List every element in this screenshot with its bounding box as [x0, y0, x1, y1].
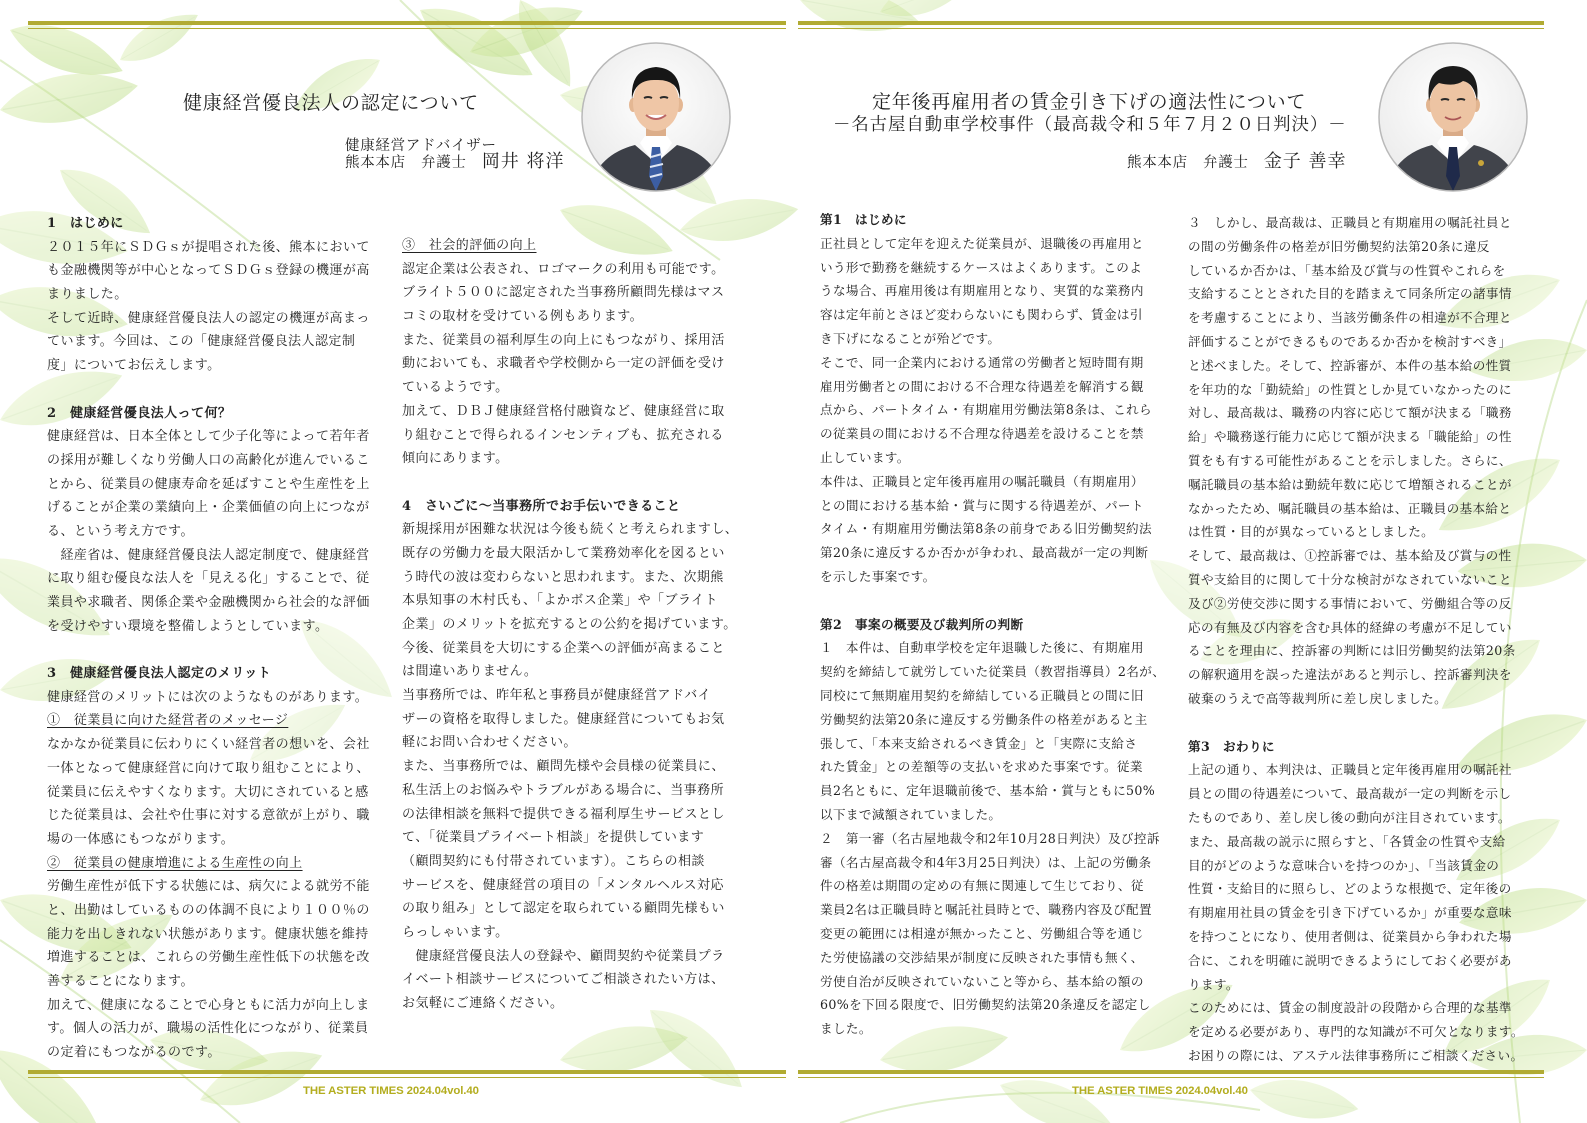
left-article-column-1	[47, 212, 370, 1065]
text-line: また、最高裁の説示に照らすと、「各賃金の性質や支給	[1188, 833, 1506, 849]
text-line: 業員2名は正職員時と嘱託社員時とで、職務内容及び配置	[820, 902, 1152, 918]
text-line: ２ 第一審（名古屋地裁令和2年10月28日判決）及び控訴	[820, 830, 1160, 846]
text-line: 審（名古屋高裁令和4年3月25日判決）は、上記の労働条	[820, 854, 1152, 870]
text-line: 性質・支給目的に照らし、どのような根拠で、定年後の	[1188, 881, 1512, 897]
left-article-column-2	[402, 234, 738, 1016]
right-bottom-rule-thick	[798, 1070, 1544, 1074]
text-line: 本県知事の木村氏も、「よかボス企業」や「ブライト	[402, 593, 718, 609]
text-line: 本件は、正職員と定年後再雇用の嘱託職員（有期雇用）	[820, 473, 1144, 489]
section-heading: 3 健康経営優良法人認定のメリット	[47, 666, 272, 682]
text-line: と述べました。そして、控訴審が、本件の基本給の性質	[1188, 357, 1512, 373]
text-line: （顧問契約にも付帯されています）。こちらの相談	[402, 853, 705, 869]
text-line: 質や支給目的に関して十分な検討がなされていないこと	[1188, 571, 1512, 587]
text-line: を定める必要があり、専門的な知識が不可欠となります。	[1188, 1024, 1524, 1040]
text-line: 合に、これを明確に説明できるようにしておく必要があ	[1188, 952, 1512, 968]
text-line: も金融機関等が中心となってＳＤＧｓ登録の機運が高	[47, 263, 370, 279]
text-line: 認定企業は公表され、ロゴマークの利用も可能です。	[402, 261, 725, 277]
left-bottom-rule-thick	[28, 1070, 786, 1074]
right-article-subtitle: －名古屋自動車学校事件（最高裁令和５年７月２０日判決）－	[833, 115, 1347, 135]
right-article-column-1	[820, 208, 1165, 1041]
text-line: 従業員に伝えやすくなります。大切にされていると感	[47, 784, 369, 800]
right-author-name: 金子 善幸	[1263, 151, 1347, 172]
text-line: 今後、従業員を大切にする企業への評価が高まること	[402, 640, 725, 656]
text-line: お困りの際には、アステル法律事務所にご相談ください。	[1188, 1047, 1524, 1063]
text-line: を持つことになり、使用者側は、従業員から争われた場	[1188, 928, 1512, 944]
text-line: 正社員として定年を迎えた従業員が、退職後の再雇用と	[820, 235, 1144, 251]
text-line: 私生活上のお悩みやトラブルがある場合に、当事務所	[402, 782, 725, 798]
section-heading: 第3 おわりに	[1188, 738, 1275, 754]
subsection-heading: ① 従業員に向けた経営者のメッセージ	[47, 713, 289, 729]
text-line: 有期雇用社員の賃金を引き下げているか」が重要な意味	[1188, 905, 1512, 921]
left-top-rule-thick	[28, 21, 786, 25]
text-line: コミの取材を受けている例もあります。	[402, 309, 644, 325]
text-line: ザーの資格を取得しました。健康経営についてもお気	[402, 711, 725, 727]
text-line: て、「従業員プライベート相談」を提供しています	[402, 830, 705, 846]
text-line: 員との間の待遇差について、最高裁が一定の判断を示し	[1188, 786, 1512, 802]
left-article-title: 健康経営優良法人の認定について	[183, 92, 479, 114]
text-line: の間の労働条件の格差が旧労働契約法第20条に違反	[1188, 238, 1490, 254]
text-line: 止しています。	[820, 449, 910, 465]
text-line: は性質・目的が異なっているとしました。	[1188, 524, 1435, 540]
text-line: イベート相談サービスについてご相談されたい方は、	[402, 972, 725, 988]
text-line: 支給することとされた目的を踏まえて同条所定の諸事情	[1188, 286, 1512, 302]
text-line: 当事務所では、昨年私と事務員が健康経営アドバイ	[402, 688, 712, 704]
text-line: 応の有無及び内容を含む具体的経緯の考慮が不足してい	[1188, 619, 1512, 635]
text-line: う時代の波は変わらないと思われます。また、次期熊	[402, 569, 724, 585]
text-line: しているか否かは、「基本給及び賞与の性質やこれらを	[1188, 262, 1506, 278]
text-line: 労働生産性が低下する状態には、病欠による就労不能	[47, 879, 370, 895]
text-line: 能力を出しきれない状態があります。健康状態を維持	[47, 926, 369, 942]
text-line: を考慮することにより、当該労働条件の相違が不合理と	[1188, 310, 1512, 326]
text-line: また、当事務所では、顧問先様や会員様の従業員に、	[402, 759, 725, 775]
text-line: タイム・有期雇用労働法第8条の前身である旧労働契約法	[820, 521, 1152, 537]
text-line: なかなか従業員に伝わりにくい経営者の想いを、会社	[47, 737, 370, 753]
text-line: ります。	[1188, 976, 1239, 992]
subsection-heading: ② 従業員の健康増進による生産性の向上	[47, 855, 303, 871]
left-author-line	[345, 153, 565, 172]
text-line: 企業」のメリットを拡充するとの公約を掲げています。	[402, 617, 737, 632]
section-heading: 1 はじめに	[47, 216, 124, 231]
text-line: た労使協議の交渉結果が制度に反映された事情も無く、	[820, 949, 1144, 965]
text-line: 動においても、求職者や学校側から一定の評価を受け	[402, 356, 725, 372]
text-line: 変更の範囲には相違が無かったこと、労働組合等を通じ	[820, 925, 1144, 941]
text-line: ています。今回は、この「健康経営優良法人認定制	[47, 334, 356, 350]
text-line: そして近時、健康経営優良法人の認定の機運が高まっ	[47, 310, 370, 326]
subsection-heading: ③ 社会的評価の向上	[402, 238, 537, 253]
text-line: 評価することができるものであるか否かを検討すべき」	[1188, 333, 1512, 349]
text-line: げることが企業の業績向上・企業価値の向上につなが	[47, 500, 370, 516]
text-line: り組むことで得られるインセンティブも、拡充される	[402, 427, 724, 443]
left-page-footer: THE ASTER TIMES 2024.04vol.40	[303, 1085, 479, 1097]
text-line: 張して、「本来支給されるべき賃金」と「実際に支給さ	[820, 735, 1138, 751]
text-line: 及び②労使交渉に関する事情において、労働組合等の反	[1188, 595, 1512, 611]
text-line: 度」についてお伝えします。	[47, 358, 221, 374]
right-article-column-2	[1188, 211, 1524, 1068]
text-line: 健康経営は、日本全体として少子化等によって若年者	[47, 429, 370, 445]
text-line: 健康経営優良法人の登録や、顧問契約や従業員プラ	[402, 948, 725, 964]
text-line: とから、従業員の健康寿命を延ばすことや生産性を上	[47, 476, 370, 492]
text-line: 既存の労働力を最大限活かして業務効率化を図るとい	[402, 545, 725, 561]
text-line: たものであり、差し戻し後の動向が注目されています。	[1188, 809, 1511, 825]
text-line: 軽にお問い合わせください。	[402, 735, 577, 751]
text-line: このためには、賃金の制度設計の段階から合理的な基準	[1188, 1000, 1512, 1016]
text-line: １ 本件は、自動車学校を定年退職した後に、有期雇用	[820, 640, 1144, 656]
text-line: 業員や求職者、関係企業や金融機関から社会的な評価	[47, 595, 370, 610]
right-author-photo	[1377, 41, 1529, 193]
section-heading: 第2 事案の概要及び裁判所の判断	[820, 616, 1024, 632]
right-bottom-rule-thin	[798, 1077, 1544, 1078]
right-article-title: 定年後再雇用者の賃金引き下げの適法性について	[872, 91, 1307, 113]
text-line: は間違いありません。	[402, 664, 538, 680]
leaf	[1247, 1072, 1362, 1123]
text-line: を示した事案です。	[820, 568, 936, 584]
text-line: 新規採用が困難な状況は今後も続くと考えられますし、	[402, 522, 739, 538]
text-line: 員2名ともに、定年退職前後で、基本給・賞与ともに50%	[820, 783, 1156, 799]
right-author-office: 熊本本店 弁護士	[1127, 155, 1264, 171]
text-line: との間における基本給・賞与に関する待遇差が、パート	[820, 497, 1144, 513]
text-line: サービスを、健康経営の項目の「メンタルヘルス対応	[402, 877, 724, 893]
text-line: 同校にて無期雇用契約を締結している正職員との間に旧	[820, 687, 1144, 703]
text-line: 労使自治が反映されていないこと等から、基本給の額の	[820, 973, 1144, 989]
left-bottom-rule-thin	[28, 1077, 786, 1078]
left-author-role: 健康経営アドバイザー	[345, 138, 497, 154]
text-line: 加えて、健康になることで心身ともに活力が向上しま	[47, 997, 370, 1013]
text-line: じた従業員は、会社や仕事に対する意欲が上がり、職	[47, 808, 370, 824]
text-line: ているようです。	[402, 380, 509, 396]
text-line: 容は定年前とさほど変わらないにも関わらず、賃金は引	[820, 307, 1143, 323]
text-line: す。個人の活力が、職場の活性化につながり、従業員	[47, 1021, 369, 1037]
text-line: 契約を締結して就労していた従業員（教習指導員）2名が、	[820, 664, 1166, 680]
text-line: そして、最高裁は、①控訴審では、基本給及び賞与の性	[1188, 548, 1512, 564]
text-line: 以下まで減額されていました。	[820, 806, 1002, 822]
text-line: ２０１５年にＳＤＧｓが提唱された後、熊本において	[47, 239, 370, 255]
text-line: の従業員の間における不合理な待遇差を設けることを禁	[820, 426, 1144, 442]
text-line: 60%を下回る限度で、旧労働契約法第20条違反を認定し	[820, 997, 1151, 1013]
left-author-photo	[580, 41, 732, 193]
text-line: の解釈適用を誤った違法があると判示し、控訴審判決を	[1188, 667, 1512, 683]
text-line: 対し、最高裁は、職務の内容に応じて額が決まる「職務	[1188, 405, 1512, 421]
text-line: 傾向にあります。	[402, 451, 509, 467]
text-line: 善することになります。	[47, 974, 194, 989]
text-line: 嘱託職員の基本給は勤続年数に応じて増額されることが	[1188, 476, 1512, 492]
text-line: を受けやすい環境を整備しようとしています。	[47, 618, 329, 634]
text-line: 件の格差は期間の定めの有無に関連して生じており、従	[820, 878, 1144, 894]
text-line: 第20条に違反するか否かが争われ、最高裁が一定の判断	[820, 545, 1149, 561]
text-line: の定着にもつながるのです。	[47, 1045, 221, 1061]
text-line: そこで、同一企業内における通常の労働者と短時間有期	[820, 354, 1144, 370]
text-line: 破棄のうえで高等裁判所に差し戻しました。	[1188, 690, 1448, 706]
text-line: 健康経営のメリットには次のようなものがあります。	[47, 689, 369, 705]
text-line: 給」や職務遂行能力に応じて額が決まる「職能給」の性	[1188, 429, 1512, 445]
text-line: お気軽にご連絡ください。	[402, 996, 564, 1011]
text-line: 場の一体感にもつながります。	[47, 831, 235, 847]
text-line: き下げになることが殆どです。	[820, 330, 1001, 346]
leaf	[113, 2, 206, 73]
section-heading: 4 さいごに～当事務所でお手伝いできること	[402, 498, 681, 514]
text-line: らっしゃいます。	[402, 924, 509, 940]
text-line: 質をも有する可能性があることを示しました。さらに、	[1188, 452, 1512, 468]
right-author-line	[1127, 153, 1347, 172]
text-line: なかったため、嘱託職員の基本給は、正職員の基本給と	[1188, 500, 1512, 516]
text-line: 加えて、ＤＢＪ健康経営格付融資など、健康経営に取	[402, 403, 725, 419]
text-line: ました。	[820, 1021, 872, 1037]
text-line: に取り組む優良な法人を「見える化」することで、従	[47, 571, 370, 587]
text-line: 経産省は、健康経営優良法人認定制度で、健康経営	[47, 547, 370, 563]
text-line: を年功的な「勤続給」の性質としか見ていなかったのに	[1188, 381, 1512, 397]
text-line: また、従業員の福利厚生の向上にもつながり、採用活	[402, 332, 725, 348]
text-line: 雇用労働者との間における不合理な待遇差を解消する観	[820, 378, 1144, 394]
text-line: る、という考え方です。	[47, 523, 194, 539]
text-line: 一体となって健康経営に向けて取り組むことにより、	[47, 760, 370, 776]
text-line: ブライト５００に認定された当事務所顧問先様はマス	[402, 285, 725, 301]
text-line: まりました。	[47, 287, 128, 303]
text-line: の採用が難しくなり労働人口の高齢化が進んでいるこ	[47, 452, 370, 468]
text-line: の法律相談を無料で提供できる福利厚生サービスとし	[402, 806, 725, 822]
text-line: 点から、パートタイム・有期雇用労働法第8条は、これら	[820, 402, 1152, 418]
left-top-rule-thin	[28, 28, 786, 29]
left-author-name: 岡井 将洋	[481, 151, 565, 172]
right-page-footer: THE ASTER TIMES 2024.04vol.40	[1072, 1085, 1248, 1097]
text-line: 労働契約法第20条に違反する労働条件の格差があると主	[820, 711, 1148, 727]
text-line: れた賃金」との差額等の支払いを求めた事案です。従業	[820, 759, 1143, 775]
text-line: 上記の通り、本判決は、正職員と定年後再雇用の嘱託社	[1188, 762, 1512, 778]
text-line: ３ しかし、最高裁は、正職員と有期雇用の嘱託社員と	[1188, 215, 1512, 230]
right-top-rule-thin	[798, 28, 1544, 29]
text-line: 増進することは、これらの労働生産性低下の状態を改	[47, 950, 370, 966]
section-heading: 第1 はじめに	[820, 212, 907, 227]
text-line: と、出勤はしているものの体調不良により１００％の	[47, 902, 370, 918]
text-line: ることを理由に、控訴審の判断には旧労働契約法第20条	[1188, 643, 1516, 659]
section-heading: 2 健康経営優良法人って何？	[47, 405, 232, 421]
text-line: 目的がどのような意味合いを持つのか」、「当該賃金の	[1188, 857, 1500, 873]
text-line: うな場合、再雇用後は有期雇用となり、実質的な業務内	[820, 283, 1144, 299]
left-author-office: 熊本本店 弁護士	[345, 155, 482, 171]
right-top-rule-thick	[798, 21, 1544, 25]
text-line: いう形で勤務を継続するケースはよくあります。このよ	[820, 259, 1143, 275]
text-line: の取り組み」として認定を取られている顧問先様もい	[402, 901, 725, 917]
